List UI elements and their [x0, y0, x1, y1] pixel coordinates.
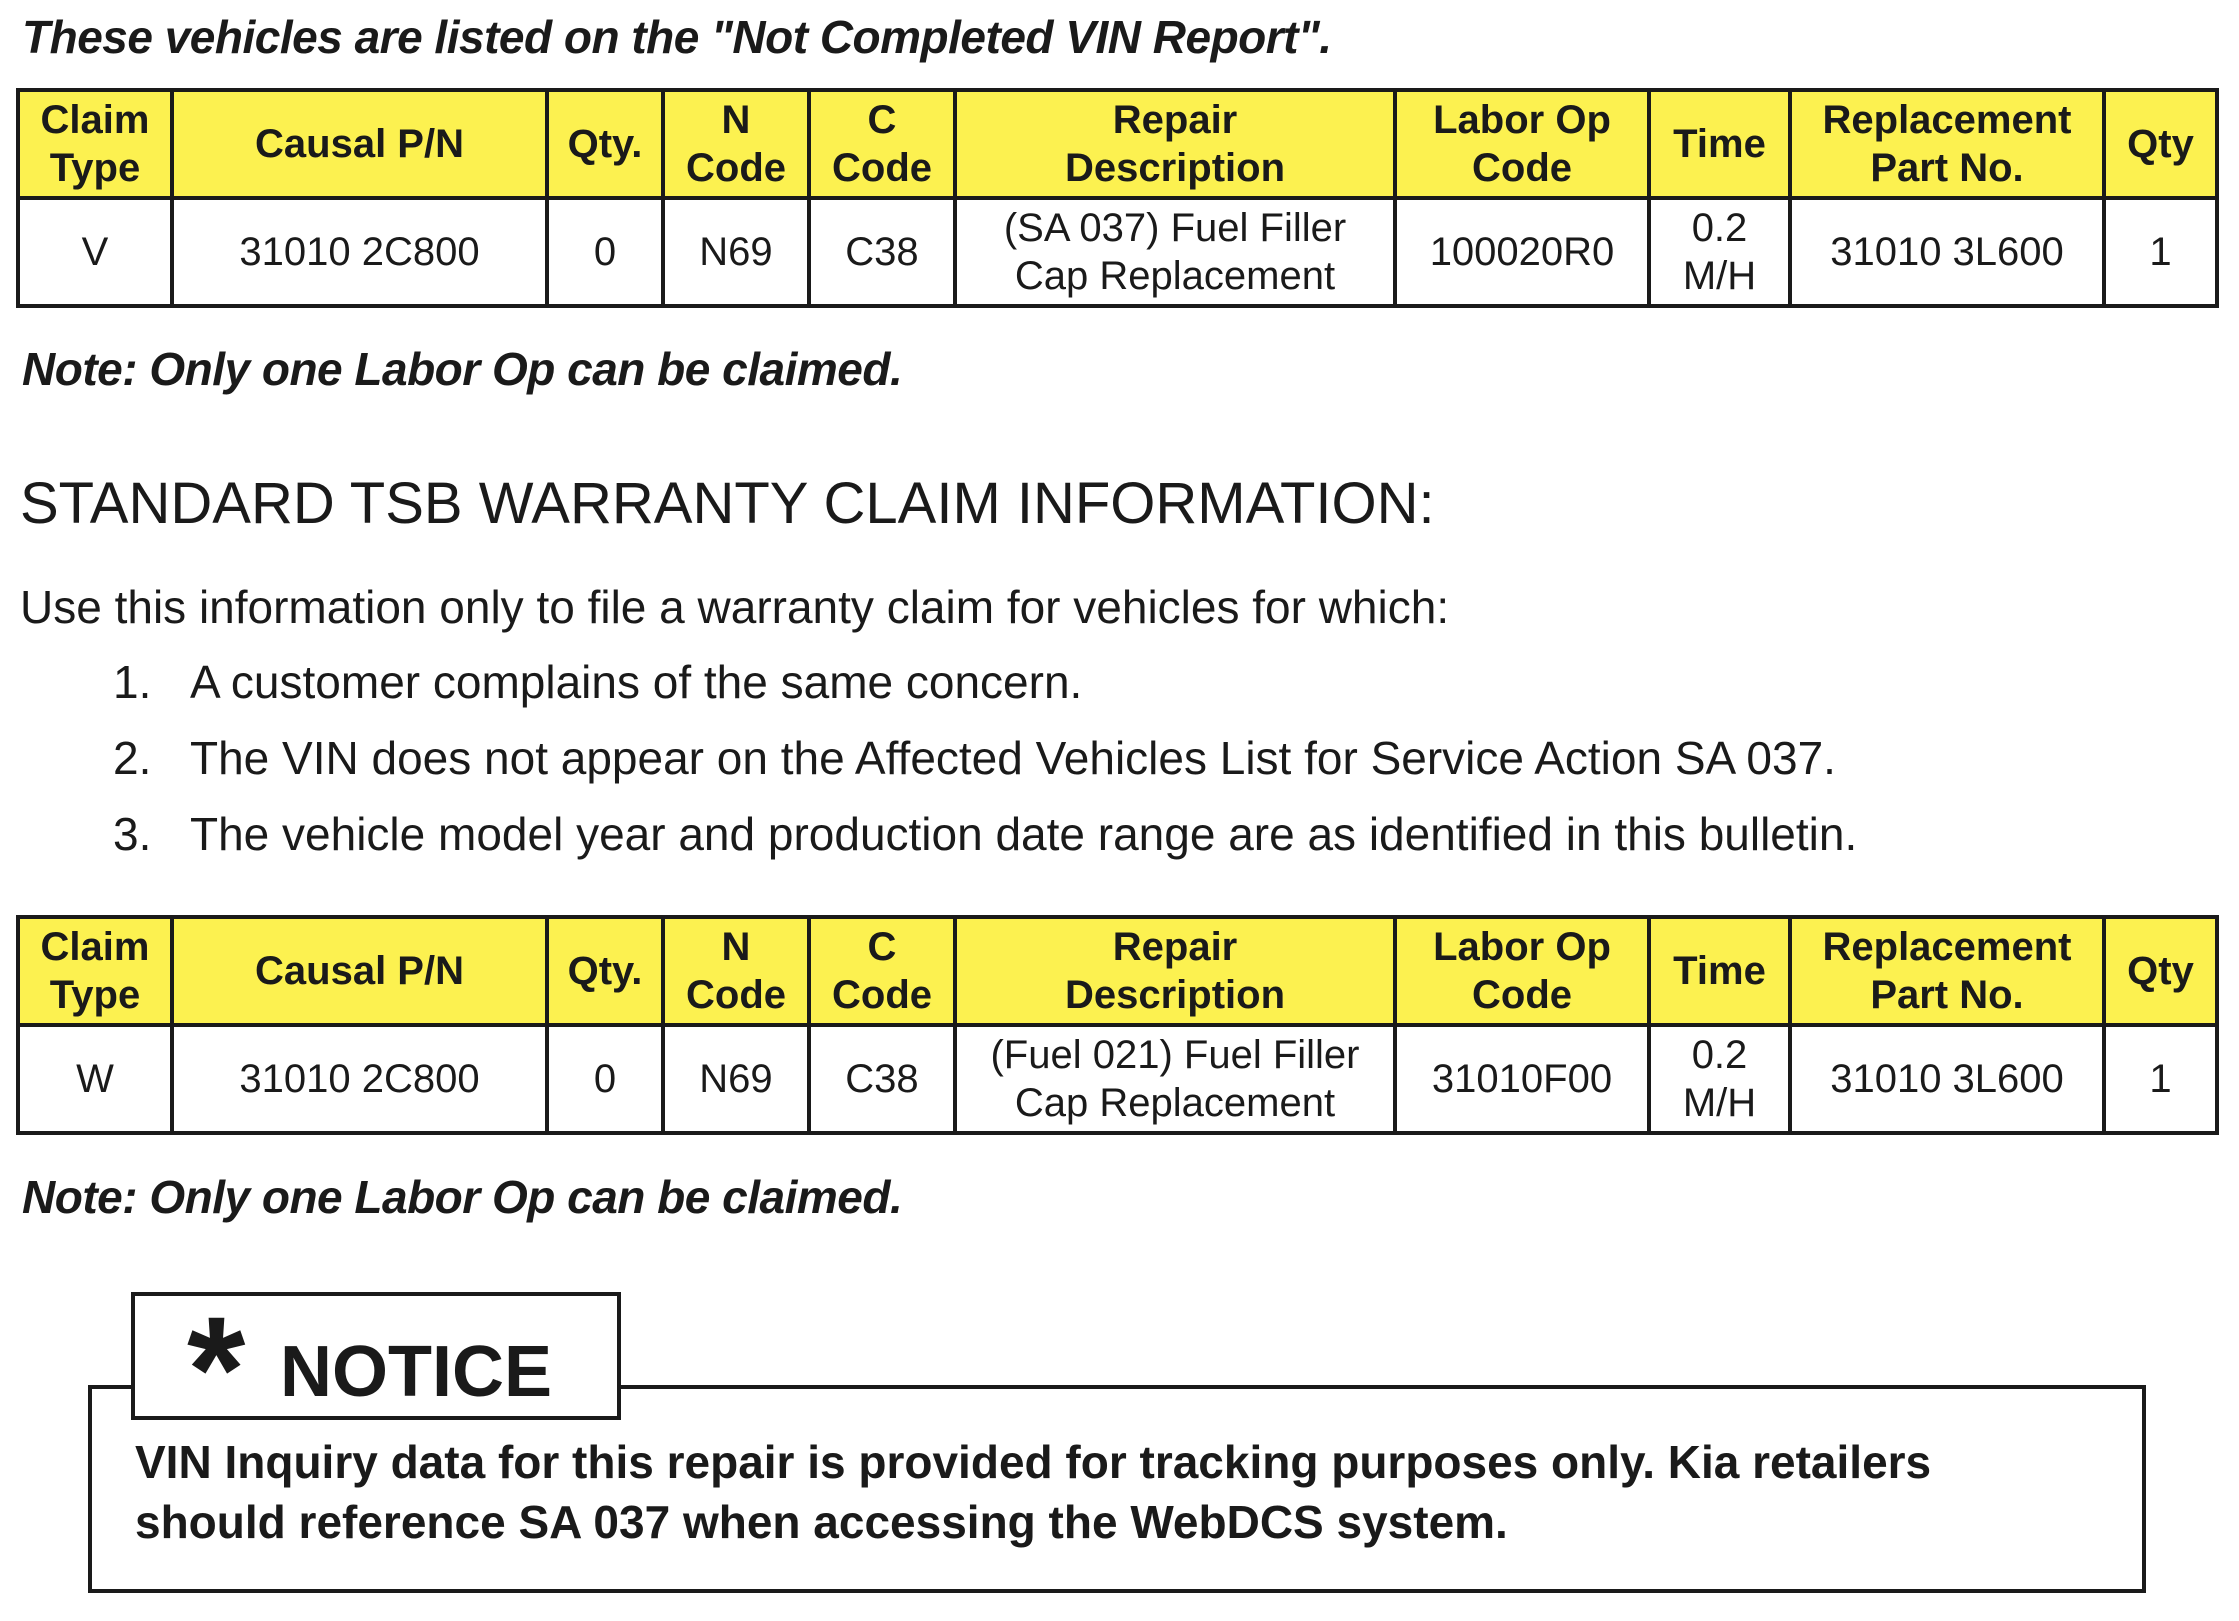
- header-c-code: C Code: [809, 917, 955, 1025]
- cell-qty-replacement: 1: [2104, 1025, 2217, 1133]
- list-text: The VIN does not appear on the Affected Vehicles List for Service Action SA 037.: [190, 732, 1836, 784]
- list-number: 1.: [113, 656, 152, 708]
- cell-replacement-part: 31010 3L600: [1790, 1025, 2104, 1133]
- list-number: 2.: [113, 732, 152, 784]
- table-row: [18, 198, 2217, 306]
- header-repair-description: Repair Description: [955, 917, 1395, 1025]
- section-title: STANDARD TSB WARRANTY CLAIM INFORMATION:: [20, 471, 1435, 536]
- header-qty-replacement: Qty: [2104, 917, 2217, 1025]
- cell-causal-pn: 31010 2C800: [172, 1025, 547, 1133]
- header-claim-type: Claim Type: [18, 90, 172, 198]
- header-replacement-part: Replacement Part No.: [1790, 917, 2104, 1025]
- cell-claim-type: W: [18, 1025, 172, 1133]
- cell-claim-type: V: [18, 198, 172, 306]
- header-causal-pn: Causal P/N: [172, 90, 547, 198]
- notice-title: NOTICE: [280, 1332, 553, 1412]
- cell-c-code: C38: [809, 198, 955, 306]
- header-causal-pn: Causal P/N: [172, 917, 547, 1025]
- header-time: Time: [1649, 90, 1790, 198]
- cell-qty: 0: [547, 1025, 663, 1133]
- cell-qty-replacement: 1: [2104, 198, 2217, 306]
- intro-text: Use this information only to file a warranty claim for vehicles for which:: [20, 581, 1450, 633]
- cell-causal-pn: 31010 2C800: [172, 198, 547, 306]
- cell-n-code: N69: [663, 198, 809, 306]
- cell-qty: 0: [547, 198, 663, 306]
- table-header-row: [18, 90, 2217, 198]
- cell-time: 0.2 M/H: [1649, 198, 1790, 306]
- header-labor-op-code: Labor Op Code: [1395, 917, 1649, 1025]
- claim-table-not-completed: [16, 88, 2219, 308]
- not-completed-vin-heading: These vehicles are listed on the "Not Completed VIN Report".: [22, 11, 1332, 63]
- cell-repair-description: (Fuel 021) Fuel Filler Cap Replacement: [955, 1025, 1395, 1133]
- notice-text: [135, 1432, 2135, 1552]
- header-qty: Qty.: [547, 917, 663, 1025]
- header-labor-op-code: Labor Op Code: [1395, 90, 1649, 198]
- list-text: A customer complains of the same concern.: [190, 656, 1083, 708]
- list-text: The vehicle model year and production date range are as identified in this bulletin.: [190, 808, 1858, 860]
- header-c-code: C Code: [809, 90, 955, 198]
- header-time: Time: [1649, 917, 1790, 1025]
- table-row: [18, 1025, 2217, 1133]
- labor-op-note: Note: Only one Labor Op can be claimed.: [22, 343, 903, 395]
- cell-n-code: N69: [663, 1025, 809, 1133]
- header-n-code: N Code: [663, 90, 809, 198]
- header-repair-description: Repair Description: [955, 90, 1395, 198]
- cell-c-code: C38: [809, 1025, 955, 1133]
- header-qty: Qty.: [547, 90, 663, 198]
- asterisk-icon: *: [187, 1285, 246, 1453]
- cell-labor-op-code: 100020R0: [1395, 198, 1649, 306]
- header-claim-type: Claim Type: [18, 917, 172, 1025]
- notice-text-line: VIN Inquiry data for this repair is provided for tracking purposes only. Kia retailers: [135, 1436, 1932, 1488]
- notice-tab: [131, 1285, 621, 1453]
- cell-repair-description: (SA 037) Fuel Filler Cap Replacement: [955, 198, 1395, 306]
- labor-op-note: Note: Only one Labor Op can be claimed.: [22, 1171, 903, 1223]
- claim-table-standard-tsb: [16, 915, 2219, 1135]
- table-header-row: [18, 917, 2217, 1025]
- cell-replacement-part: 31010 3L600: [1790, 198, 2104, 306]
- notice-text-line: should reference SA 037 when accessing the WebDCS system.: [135, 1496, 1508, 1548]
- header-n-code: N Code: [663, 917, 809, 1025]
- cell-labor-op-code: 31010F00: [1395, 1025, 1649, 1133]
- header-qty-replacement: Qty: [2104, 90, 2217, 198]
- list-number: 3.: [113, 808, 152, 860]
- cell-time: 0.2 M/H: [1649, 1025, 1790, 1133]
- header-replacement-part: Replacement Part No.: [1790, 90, 2104, 198]
